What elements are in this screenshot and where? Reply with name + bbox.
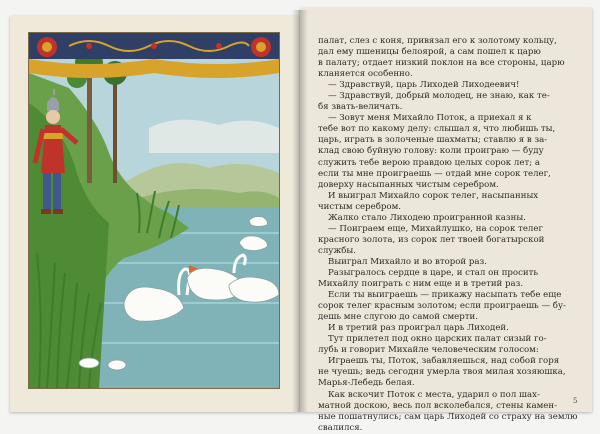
text-line-14: доверху насыпанных чистым серебром.: [318, 179, 499, 190]
ornamental-border: [29, 33, 279, 78]
text-line-8: — Зовут меня Михайло Поток, а приехал я к: [328, 113, 532, 124]
book-gutter: [292, 10, 308, 412]
distant-clouds: [149, 120, 279, 153]
text-line-32: Марья-Лебедь белая.: [318, 378, 415, 389]
text-line-4: кланяется особенно.: [318, 69, 413, 80]
text-line-5: — Здравствуй, царь Лиходей Лиходеевич!: [328, 80, 520, 91]
text-line-27: И в третий раз проиграл царь Лиходей.: [328, 323, 509, 334]
illustration-knight-with-swans: [28, 32, 280, 389]
text-line-13: если ты мне проиграешь — отдай мне сорок телег,: [318, 168, 551, 179]
text-line-28: Тут прилетел под окно царских палат сизый го-: [328, 334, 547, 345]
text-line-9: тебе вот по какому делу: слышал я, что любишь ты,: [318, 124, 556, 135]
text-line-36: свалился.: [318, 422, 363, 433]
text-line-25: сорок телег красным золотом; если проиграешь — бу-: [318, 301, 566, 312]
text-line-15: И выиграл Михайло сорок телег, насыпанных: [328, 190, 539, 201]
text-line-10: царь, играть в золоченые шахматы; ставлю я в за-: [318, 135, 548, 146]
text-line-22: Разыгралось сердце в царе, и стал он просить: [328, 267, 539, 278]
tree-trunk: [87, 63, 92, 183]
text-line-16: чистым серебром.: [318, 201, 401, 212]
text-line-33: Как вскочит Поток с места, ударил о пол шах-: [328, 389, 540, 400]
text-line-3: в палату; отдает низкий поклон на все стороны, царю: [318, 58, 565, 69]
story-text: [318, 36, 580, 434]
text-line-23: Михайлу поиграть с ним еще и в третий раз.: [318, 279, 524, 290]
text-line-26: дешь мне слугою до самой смерти.: [318, 312, 478, 323]
text-line-35: ные пошатнулись; сам царь Лиходей со страху на землю: [318, 411, 578, 422]
text-line-7: бя звать-величать.: [318, 102, 403, 113]
text-line-30: Играешь ты, Поток, забавляешься, над собой горя: [328, 356, 560, 367]
text-line-11: клад свою буйную голову: коли проиграю — буду: [318, 146, 544, 157]
text-line-19: красного золота, из сорок лет твоей богатырской: [318, 234, 545, 245]
text-line-21: Выиграл Михайло и во второй раз.: [328, 256, 487, 267]
text-line-29: лубь и говорит Михайле человеческим голосом:: [318, 345, 539, 356]
text-line-1: палат, слез с коня, привязал его к золотому кольцу,: [318, 36, 557, 46]
text-line-6: — Здравствуй, добрый молодец, не знаю, как те-: [328, 91, 550, 102]
text-line-34: матной доскою, весь пол всколебался, стены камен-: [318, 400, 557, 411]
page-number: 5: [573, 397, 578, 405]
text-line-17: Жалко стало Лиходею проигранной казны.: [328, 212, 526, 223]
text-line-20: службы.: [318, 245, 356, 256]
text-line-24: Если ты выиграешь — прикажу насыпать тебе еще: [328, 290, 562, 301]
text-line-18: — Поиграем еще, Михайлушко, на сорок телег: [328, 223, 543, 234]
text-line-12: служить тебе верою правдою целых сорок лет; а: [318, 157, 540, 168]
text-line-31: не чуешь; ведь сегодня умерла твоя милая хозяюшка,: [318, 367, 566, 378]
text-line-2: дал ему пшеницы белоярой, а сам пошел к царю: [318, 47, 541, 58]
